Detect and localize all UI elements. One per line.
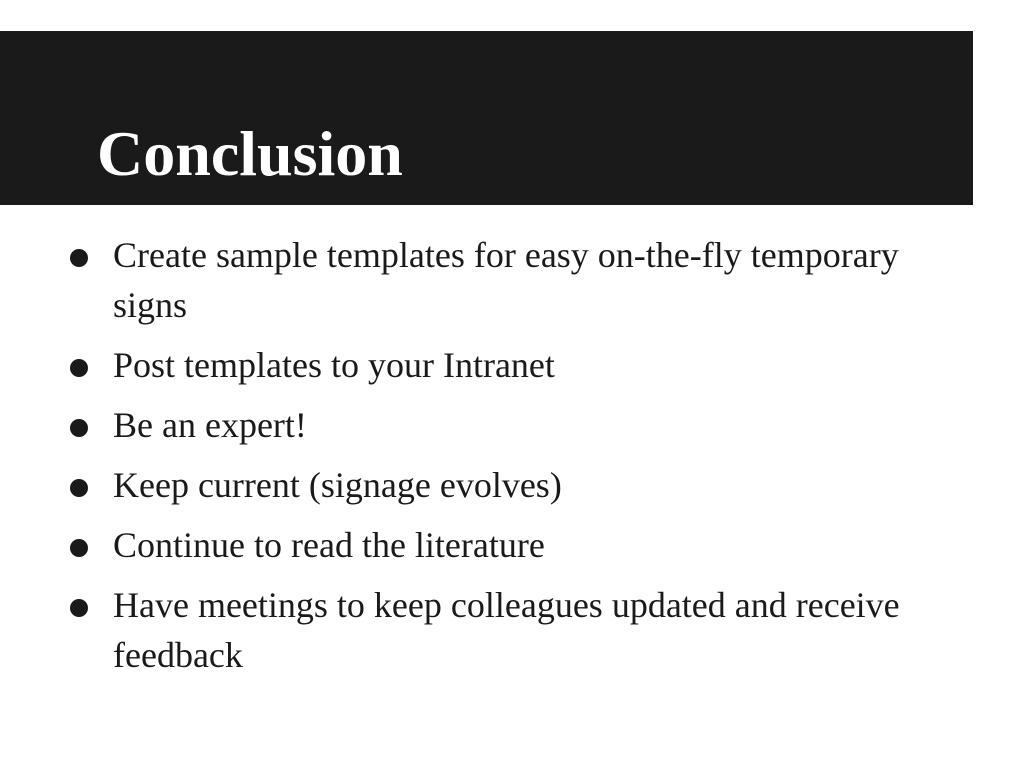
bullet-text: Create sample templates for easy on-the-fly temporary signs (113, 235, 899, 325)
bullet-item (70, 230, 950, 330)
bullet-text: Continue to read the literature (113, 525, 545, 565)
bullet-icon (70, 479, 88, 497)
bullet-item (70, 340, 950, 390)
bullet-text: Post templates to your Intranet (113, 345, 555, 385)
bullet-text: Keep current (signage evolves) (113, 465, 562, 505)
bullet-icon (70, 419, 88, 437)
bullet-list (70, 230, 950, 690)
bullet-item (70, 400, 950, 450)
bullet-text: Be an expert! (113, 405, 307, 445)
bullet-item (70, 460, 950, 510)
bullet-item (70, 580, 950, 680)
bullet-icon (70, 599, 88, 617)
bullet-text: Have meetings to keep colleagues updated and receive feedback (113, 585, 900, 675)
bullet-item (70, 520, 950, 570)
bullet-icon (70, 359, 88, 377)
bullet-icon (70, 249, 88, 267)
slide-title: Conclusion (97, 118, 403, 189)
bullet-icon (70, 539, 88, 557)
